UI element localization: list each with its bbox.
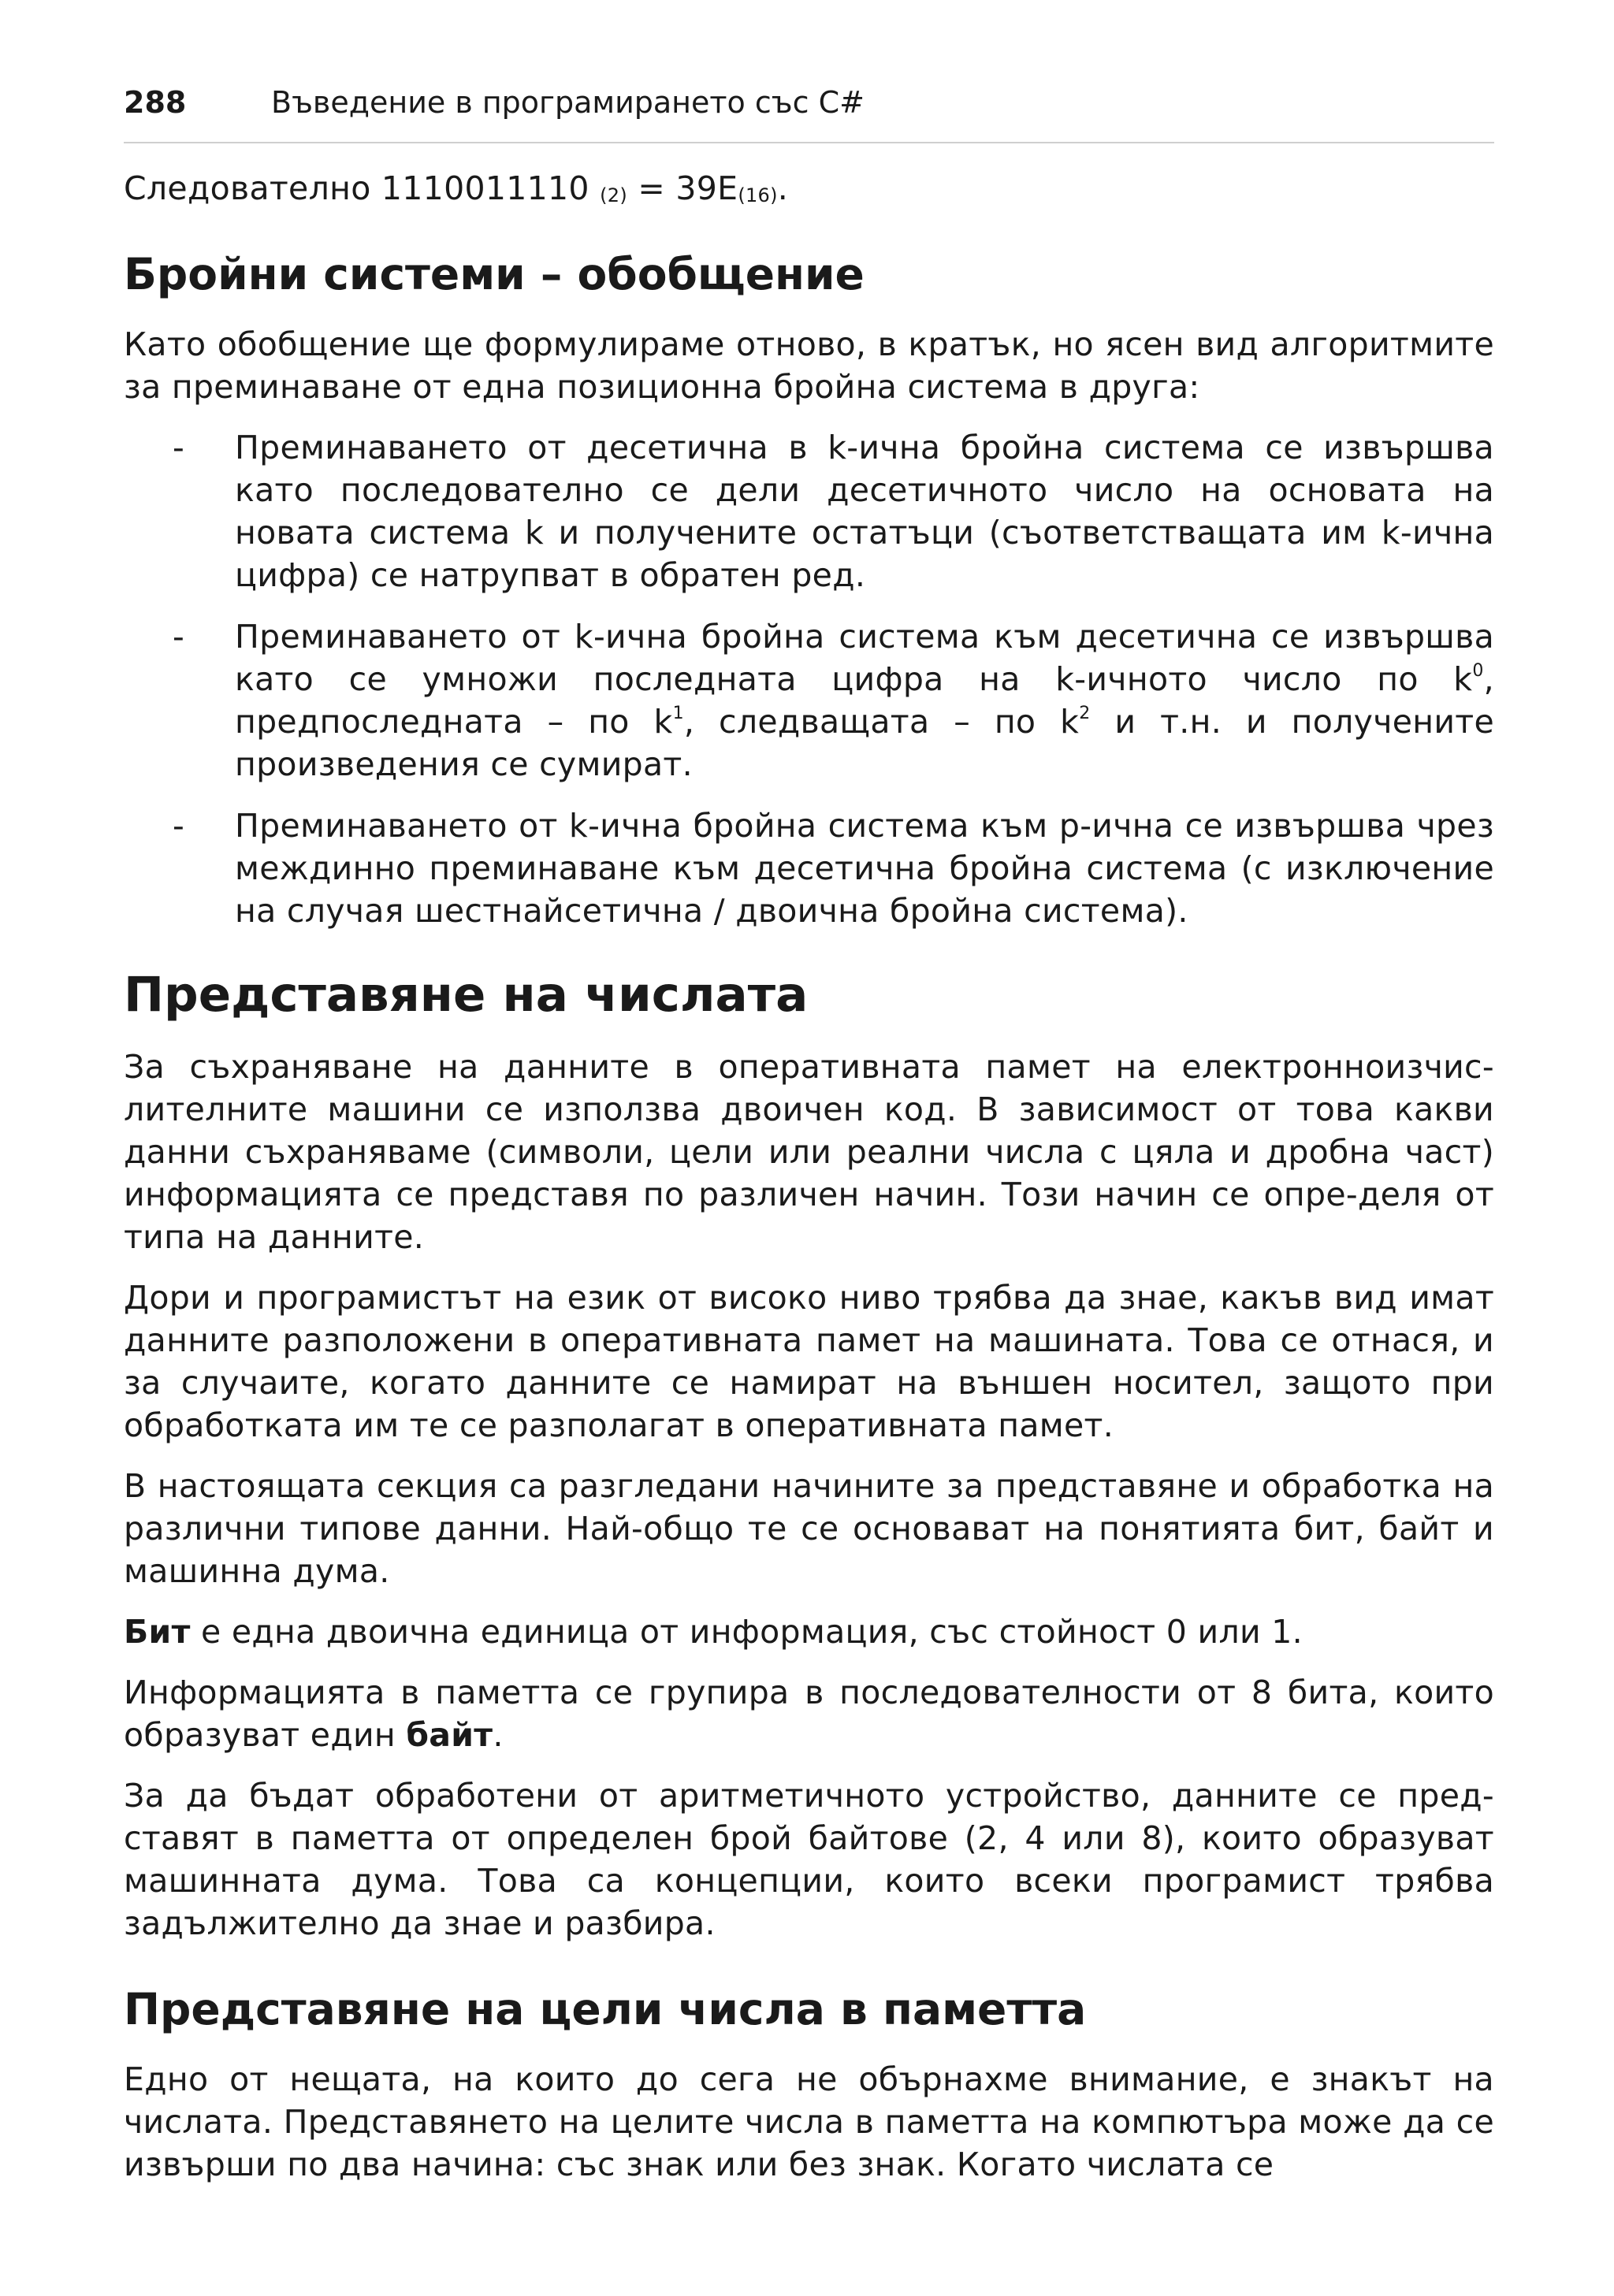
heading-integer-representation: Представяне на цели числа в паметта bbox=[124, 1984, 1087, 2034]
term-bit: Бит bbox=[124, 1613, 191, 1651]
exponent: 2 bbox=[1079, 704, 1091, 723]
page-number: 288 bbox=[124, 85, 187, 120]
conclusion-period: . bbox=[777, 169, 789, 207]
paragraph: Дори и програмистът на език от високо ниво трябва да знае, какъв вид имат данните разположени в оперативната памет на машината. Това се отнася, и за случаите, когато данните се намират на външен носител, защото при обработката им те се разполагат в оперативната памет. bbox=[124, 1279, 1494, 1444]
conclusion-paragraph bbox=[124, 167, 1494, 210]
base-16-subscript: (16) bbox=[738, 184, 778, 206]
list-item-text: и т.н. и получените произведения се сумират. bbox=[235, 703, 1495, 783]
list-item bbox=[124, 426, 1494, 596]
exponent: 0 bbox=[1472, 661, 1484, 681]
list-item-text: , предпоследната – по k bbox=[235, 660, 1494, 741]
heading-number-representation: Представяне на числата bbox=[124, 967, 809, 1023]
term-byte: байт bbox=[406, 1716, 493, 1754]
summary-list bbox=[124, 426, 1494, 932]
exponent: 1 bbox=[672, 704, 684, 723]
dash-bullet: - bbox=[173, 618, 185, 656]
bit-definition-paragraph bbox=[124, 1611, 1494, 1653]
byte-definition-paragraph bbox=[124, 1671, 1494, 1756]
definition-text: Информацията в паметта се групира в последователности от 8 бита, които образуват един bbox=[124, 1674, 1494, 1754]
running-header bbox=[124, 79, 1494, 143]
list-item-text: , следващата – по k bbox=[683, 703, 1080, 741]
conclusion-text-middle: = 39E bbox=[627, 169, 738, 207]
paragraph: За да бъдат обработени от аритметичното устройство, данните се пред-ставят в паметта от определен брой байтове (2, 4 или 8), които образуват машинната дума. Това са концепции, които всеки програмист трябва задължително да знае и разбира. bbox=[124, 1777, 1494, 1942]
definition-period: . bbox=[493, 1716, 504, 1754]
heading-number-systems-summary: Бройни системи – обобщение bbox=[124, 249, 865, 299]
book-title: Въведение в програмирането със C# bbox=[271, 85, 865, 120]
list-item-text: Преминаването от k-ична бройна система към p-ична се извършва чрез междинно преминаване към десетична бройна система (с изключение на случая шестнайсетична / двоична бройна система). bbox=[235, 807, 1494, 930]
conclusion-text: Следователно 1110011110 bbox=[124, 169, 601, 207]
paragraph: За съхраняване на данните в оперативната памет на електронноизчис-лителните машини се използва двоичен код. В зависимост от това какви данни съхраняваме (символи, цели или реални числа с цяла и дробна част) информацията се представя по различен начин. Този начин се опре-деля от типа на данните. bbox=[124, 1048, 1494, 1256]
list-item bbox=[124, 804, 1494, 932]
list-item-text: Преминаването от k-ична бройна система към десетична се извършва като се умножи последната цифра на k-ичното число по k bbox=[235, 618, 1494, 698]
summary-intro-paragraph: Като обобщение ще формулираме отново, в кратък, но ясен вид алгоритмите за преминаване от една позиционна бройна система в друга: bbox=[124, 325, 1494, 406]
list-item bbox=[124, 615, 1494, 786]
dash-bullet: - bbox=[173, 807, 185, 845]
definition-text: е една двоична единица от информация, със стойност 0 или 1. bbox=[190, 1613, 1303, 1651]
paragraph: Едно от нещата, на които до сега не обърнахме внимание, е знакът на числата. Представянето на целите числа в паметта на компютъра може да се извърши по два начина: със знак или без знак. Когато числата се bbox=[124, 2060, 1494, 2183]
paragraph: В настоящата секция са разгледани начините за представяне и обработка на различни типове данни. Най-общо те се основават на понятията бит, байт и машинна дума. bbox=[124, 1467, 1494, 1590]
dash-bullet: - bbox=[173, 429, 185, 466]
list-item-text: Преминаването от десетична в k-ична бройна система се извършва като последователно се дели десетичното число на основата на новата система k и получените остатъци (съответстващата им k-ична цифра) се натрупват в обратен ред. bbox=[235, 429, 1494, 594]
page-content bbox=[124, 167, 1494, 2204]
base-2-subscript: (2) bbox=[600, 184, 628, 206]
